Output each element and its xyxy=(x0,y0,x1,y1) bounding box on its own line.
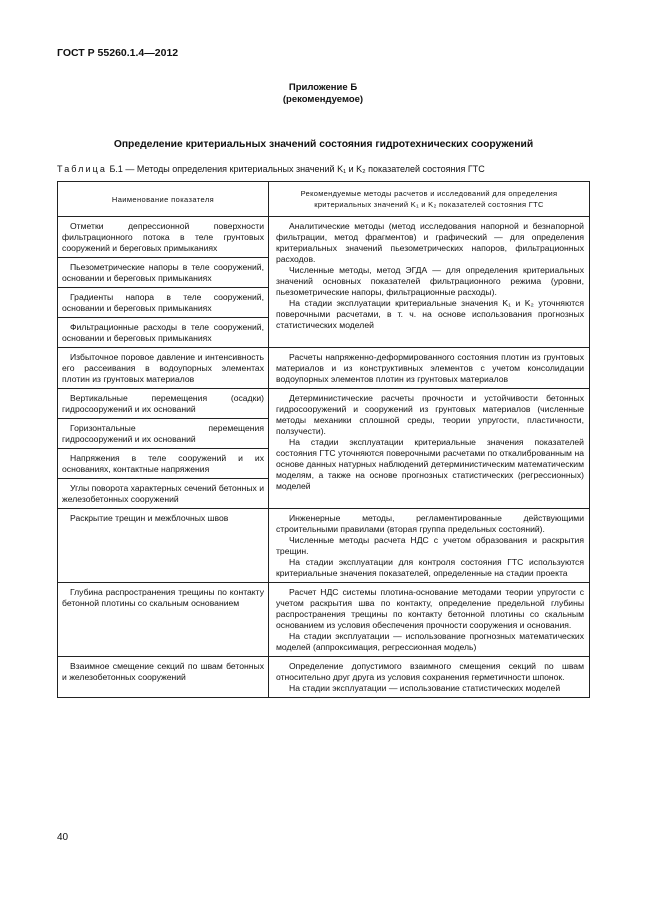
methods-cell xyxy=(269,217,590,348)
method-paragraph: Расчеты напряженно-деформированного состояния плотин из грунтовых материалов и из конструктивных элементов с учетом консолидации водоупорных элементов плотин из грунтовых материалов xyxy=(276,352,584,384)
indicator-name: Фильтрационные расходы в теле сооружений, основании и береговых примыканиях xyxy=(58,317,268,347)
table-row xyxy=(58,657,590,698)
indicator-cell xyxy=(58,217,269,348)
annex-heading xyxy=(0,82,646,106)
methods-table xyxy=(57,181,590,698)
method-paragraph: На стадии эксплуатации — использование статистических моделей xyxy=(289,683,561,693)
table-row xyxy=(58,348,590,389)
table-caption xyxy=(57,164,485,174)
column-header-methods: Рекомендуемые методы расчетов и исследований для определения критериальных значений K₁ и K₂ показателей состояния ГТС xyxy=(269,182,590,217)
section-title: Определение критериальных значений состояния гидротехнических сооружений xyxy=(113,139,534,150)
method-paragraph: Определение допустимого взаимного смещения секций по швам относительно друг друга из условия сохранения герметичности шпонок. xyxy=(276,661,584,682)
indicator-name: Градиенты напора в теле сооружений, основании и береговых примыканиях xyxy=(58,287,268,317)
table-row xyxy=(58,509,590,583)
method-paragraph: Аналитические методы (метод исследования напорной и безнапорной фильтрации, метод фрагментов) и графический — для определения критериальных значений пьезометрических напоров, фильтрационных расходов. xyxy=(276,221,584,264)
indicator-cell xyxy=(58,348,269,389)
method-paragraph: На стадии эксплуатации — использование прогнозных математических моделей (аппроксимация, регрессионная модель) xyxy=(276,631,584,652)
indicator-cell xyxy=(58,657,269,698)
method-paragraph: Расчет НДС системы плотина-основание методами теории упругости с учетом раскрытия шва по контакту, определение предельной глубины распространения трещины по контакту бетонной плотины со скальным основанием из условия обеспечения прочности сооружения и основания. xyxy=(276,587,584,630)
indicator-name: Напряжения в теле сооружений и их основаниях, контактные напряжения xyxy=(58,448,268,478)
indicator-cell xyxy=(58,389,269,509)
indicator-name: Углы поворота характерных сечений бетонных и железобетонных сооружений xyxy=(58,478,268,508)
methods-cell xyxy=(269,657,590,698)
method-paragraph: Численные методы расчета НДС с учетом образования и раскрытия трещин. xyxy=(276,535,584,556)
methods-cell xyxy=(269,509,590,583)
methods-cell xyxy=(269,389,590,509)
table-caption-label: Таблица xyxy=(57,164,107,174)
method-paragraph: Инженерные методы, регламентированные действующими строительными правилами (вторая группа предельных состояний). xyxy=(276,513,584,534)
indicator-name: Взаимное смещение секций по швам бетонных и железобетонных сооружений xyxy=(62,661,264,682)
indicator-cell xyxy=(58,583,269,657)
methods-cell xyxy=(269,348,590,389)
indicator-name: Отметки депрессионной поверхности фильтрационного потока в теле грунтовых сооружений и береговых примыканиях xyxy=(62,221,264,253)
method-paragraph: Численные методы, метод ЭГДА — для определения критериальных значений основных показателей фильтрационного режима (уровни, пьезометрические напоры, фильтрационные расходы). xyxy=(276,265,584,297)
table-row xyxy=(58,389,590,509)
indicator-cell xyxy=(58,509,269,583)
indicator-name: Избыточное поровое давление и интенсивность его рассеивания в водоупорных элементах плотин из грунтовых материалов xyxy=(62,352,264,384)
method-paragraph: Детерминистические расчеты прочности и устойчивости бетонных гидросооружений и сооружений из грунтовых материалов (численные методы механики сплошной среды, теории упругости, пластичности, ползучести). xyxy=(276,393,584,436)
method-paragraph: На стадии эксплуатации критериальные значения показателей состояния ГТС уточняются поверочными расчетами по откалиброванным на основе данных натурных наблюдений детерминистическим математическим моделям, а также на основе прогнозных статистических (регрессионных) моделей xyxy=(276,437,584,491)
method-paragraph: На стадии эксплуатации критериальные значения K₁ и K₂ уточняются поверочными расчетами, в т. ч. на основе использования прогнозных статистических моделей xyxy=(276,298,584,330)
method-paragraph: На стадии эксплуатации для контроля состояния ГТС используются критериальные значения показателей, определенные на стадии проекта xyxy=(276,557,584,578)
annex-subtitle: (рекомендуемое) xyxy=(282,94,364,105)
indicator-name: Глубина распространения трещины по контакту бетонной плотины со скальным основанием xyxy=(62,587,264,608)
table-row xyxy=(58,583,590,657)
table-row xyxy=(58,217,590,348)
document-header: ГОСТ Р 55260.1.4—2012 xyxy=(57,47,179,59)
indicator-name: Вертикальные перемещения (осадки) гидросооружений и их оснований xyxy=(62,393,264,414)
page-number: 40 xyxy=(57,832,69,843)
annex-title: Приложение Б xyxy=(288,82,358,93)
table-header-row xyxy=(58,182,590,217)
indicator-name: Раскрытие трещин и межблочных швов xyxy=(70,513,229,523)
indicator-name: Пьезометрические напоры в теле сооружений, основании и береговых примыканиях xyxy=(58,257,268,287)
table-caption-text: Б.1 — Методы определения критериальных значений K₁ и K₂ показателей состояния ГТС xyxy=(107,164,485,174)
column-header-indicator: Наименование показателя xyxy=(58,182,269,217)
indicator-name: Горизонтальные перемещения гидросооружений и их оснований xyxy=(58,418,268,448)
methods-cell xyxy=(269,583,590,657)
